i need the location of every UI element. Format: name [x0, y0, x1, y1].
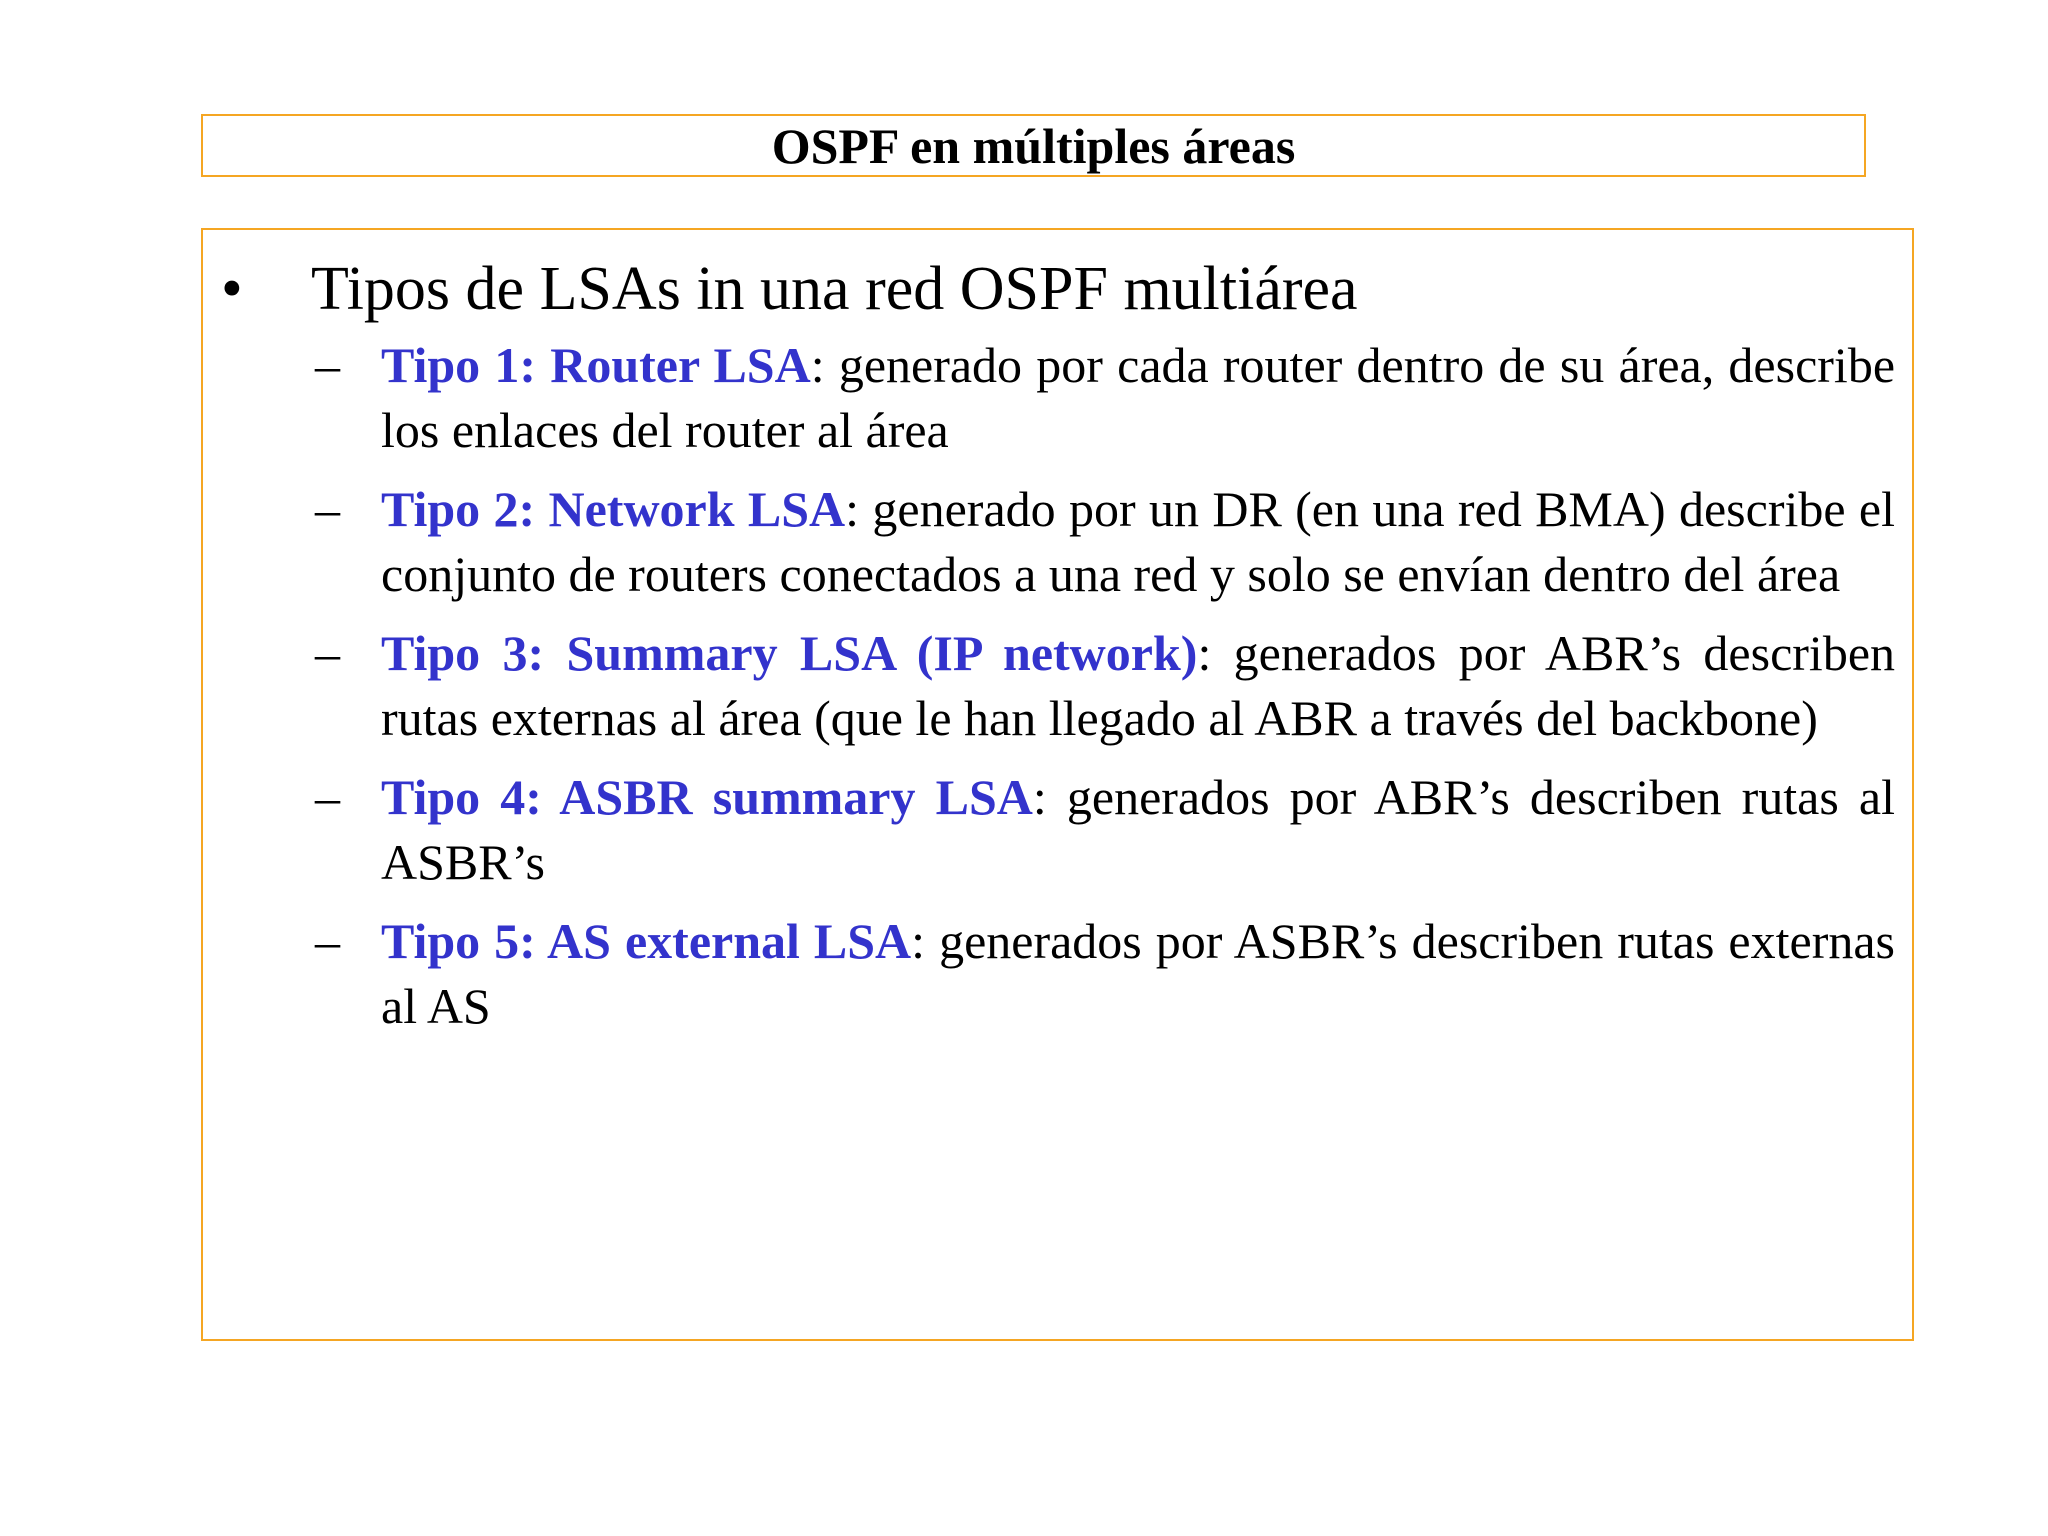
list-item-text	[381, 909, 1895, 1039]
list-item	[315, 765, 1895, 895]
bullet-marker: •	[221, 255, 243, 323]
list-item-text	[381, 477, 1895, 607]
lsa-type-description: : generados por ABR’s describen rutas al ASBR’s	[381, 769, 1896, 890]
list-item	[315, 909, 1895, 1039]
dash-marker: –	[315, 481, 340, 537]
lsa-type-description: : generado por cada router dentro de su área, describe los enlaces del router al área	[381, 337, 1896, 458]
slide-title: OSPF en múltiples áreas	[771, 117, 1296, 174]
list-item-text	[381, 765, 1895, 895]
lsa-type-description: : generados por ABR’s describen rutas externas al área (que le han llegado al ABR a través del backbone)	[381, 625, 1896, 746]
lsa-type-description: : generado por un DR (en una red BMA) describe el conjunto de routers conectados a una red y solo se envían dentro del área	[381, 481, 1895, 602]
list-item	[315, 621, 1895, 751]
lsa-type-name: Tipo 2: Network LSA	[381, 481, 846, 537]
main-bullet	[221, 252, 1358, 326]
dash-marker: –	[315, 769, 340, 825]
list-item-text	[381, 333, 1895, 463]
lsa-type-name: Tipo 3: Summary LSA (IP network)	[381, 625, 1198, 681]
lsa-type-list	[315, 333, 1895, 1053]
dash-marker: –	[315, 625, 340, 681]
lsa-type-name: Tipo 4: ASBR summary LSA	[381, 769, 1033, 825]
lsa-type-name: Tipo 1: Router LSA	[381, 337, 811, 393]
lsa-type-description: : generados por ASBR’s describen rutas externas al AS	[381, 913, 1895, 1034]
list-item	[315, 333, 1895, 463]
lsa-type-name: Tipo 5: AS external LSA	[381, 913, 912, 969]
dash-marker: –	[315, 337, 340, 393]
main-bullet-text: Tipos de LSAs in una red OSPF multiárea	[311, 255, 1358, 323]
list-item-text	[381, 621, 1895, 751]
dash-marker: –	[315, 913, 340, 969]
list-item	[315, 477, 1895, 607]
slide-title-box	[201, 114, 1866, 177]
slide-content-box	[201, 228, 1914, 1341]
